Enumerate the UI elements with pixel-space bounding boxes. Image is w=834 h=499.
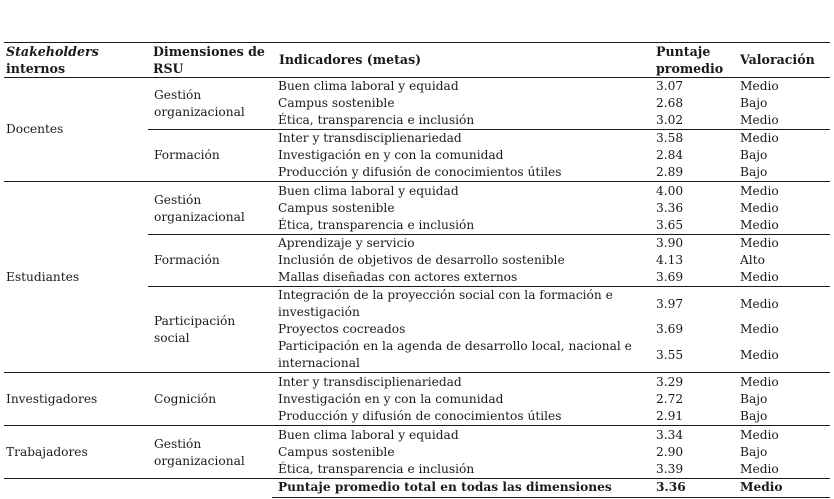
score-cell: 2.72 xyxy=(656,392,684,406)
indicator-cell: Producción y difusión de conocimientos útiles xyxy=(278,165,562,179)
dimension-divider xyxy=(148,129,830,130)
rating-cell: Medio xyxy=(740,79,779,93)
rating-cell: Medio xyxy=(740,131,779,145)
rating-cell: Bajo xyxy=(740,392,768,406)
rating-cell: Medio xyxy=(740,113,779,127)
rating-cell: Alto xyxy=(740,253,765,267)
score-cell: 3.34 xyxy=(656,428,684,442)
indicator-cell: Inter y transdisciplienariedad xyxy=(278,375,462,389)
score-cell: 2.91 xyxy=(656,409,684,423)
indicator-cell: Integración de la proyección social con la formación e investigación xyxy=(278,288,613,319)
score-cell: 4.00 xyxy=(656,184,684,198)
dimension-cell: Cognición xyxy=(154,392,217,406)
rating-cell: Medio xyxy=(740,236,779,250)
score-cell: 3.36 xyxy=(656,201,684,215)
rating-cell: Medio xyxy=(740,218,779,232)
indicator-cell: Buen clima laboral y equidad xyxy=(278,428,459,442)
indicator-cell: Ética, transparencia e inclusión xyxy=(278,462,475,476)
rating-cell: Bajo xyxy=(740,445,768,459)
rating-cell: Bajo xyxy=(740,96,768,110)
header-stakeholders xyxy=(6,43,99,77)
group-divider xyxy=(4,181,830,182)
indicator-cell: Buen clima laboral y equidad xyxy=(278,79,459,93)
header-puntaje: Puntaje promedio xyxy=(656,44,724,76)
indicator-cell: Investigación en y con la comunidad xyxy=(278,148,504,162)
score-cell: 4.13 xyxy=(656,253,684,267)
score-cell: 3.90 xyxy=(656,236,684,250)
indicator-cell: Ética, transparencia e inclusión xyxy=(278,218,475,232)
header-stakeholders-italic: Stakeholders xyxy=(6,44,99,59)
indicator-cell: Aprendizaje y servicio xyxy=(278,236,415,250)
score-cell: 2.90 xyxy=(656,445,684,459)
header-valoracion: Valoración xyxy=(740,52,815,67)
indicator-cell: Campus sostenible xyxy=(278,96,395,110)
table-bottom-rule xyxy=(272,497,830,498)
dimension-cell: Gestión organizacional xyxy=(154,436,245,468)
score-cell: 3.58 xyxy=(656,131,684,145)
indicator-cell: Inter y transdisciplienariedad xyxy=(278,131,462,145)
dimension-cell: Gestión organizacional xyxy=(154,192,245,224)
score-cell: 3.65 xyxy=(656,218,684,232)
rating-cell: Medio xyxy=(740,322,779,336)
rating-cell: Medio xyxy=(740,462,779,476)
score-cell: 3.07 xyxy=(656,79,684,93)
indicator-cell: Investigación en y con la comunidad xyxy=(278,392,504,406)
score-cell: 3.69 xyxy=(656,270,684,284)
total-label: Puntaje promedio total en todas las dimensiones xyxy=(278,480,612,494)
score-cell: 3.39 xyxy=(656,462,684,476)
indicator-cell: Participación en la agenda de desarrollo local, nacional e internacional xyxy=(278,339,632,370)
stakeholder-cell: Estudiantes xyxy=(6,270,80,284)
rating-cell: Bajo xyxy=(740,165,768,179)
header-indicadores: Indicadores (metas) xyxy=(279,52,422,67)
score-cell: 3.29 xyxy=(656,375,684,389)
rating-cell: Bajo xyxy=(740,148,768,162)
group-divider xyxy=(4,372,830,373)
rating-cell: Medio xyxy=(740,428,779,442)
indicator-cell: Inclusión de objetivos de desarrollo sostenible xyxy=(278,253,565,267)
indicator-cell: Producción y difusión de conocimientos útiles xyxy=(278,409,562,423)
indicator-cell: Mallas diseñadas con actores externos xyxy=(278,270,518,284)
rating-cell: Medio xyxy=(740,296,779,311)
stakeholder-cell: Investigadores xyxy=(6,392,98,406)
score-cell: 3.55 xyxy=(656,347,684,362)
dimension-cell: Formación xyxy=(154,253,220,267)
dimension-divider xyxy=(148,234,830,235)
rating-cell: Medio xyxy=(740,375,779,389)
rating-cell: Medio xyxy=(740,201,779,215)
rating-cell: Medio xyxy=(740,347,779,362)
rating-cell: Medio xyxy=(740,270,779,284)
stakeholder-cell: Trabajadores xyxy=(6,445,88,459)
score-cell: 3.97 xyxy=(656,296,684,311)
dimension-cell: Gestión organizacional xyxy=(154,87,245,119)
group-divider xyxy=(4,425,830,426)
indicator-cell: Campus sostenible xyxy=(278,445,395,459)
indicator-cell: Ética, transparencia e inclusión xyxy=(278,113,475,127)
score-cell: 2.89 xyxy=(656,165,684,179)
score-cell: 3.69 xyxy=(656,322,684,336)
indicator-cell: Buen clima laboral y equidad xyxy=(278,184,459,198)
rating-cell: Medio xyxy=(740,184,779,198)
score-cell: 2.84 xyxy=(656,148,684,162)
dimension-cell: Participación social xyxy=(154,313,236,345)
header-stakeholders-rest: internos xyxy=(6,61,66,76)
score-cell: 2.68 xyxy=(656,96,684,110)
indicator-cell: Proyectos cocreados xyxy=(278,322,406,336)
header-dimensiones: Dimensiones de RSU xyxy=(153,44,265,76)
stakeholder-cell: Docentes xyxy=(6,122,64,136)
score-cell: 3.02 xyxy=(656,113,684,127)
total-rating: Medio xyxy=(740,480,783,494)
total-score: 3.36 xyxy=(656,480,686,494)
dimension-cell: Formación xyxy=(154,148,220,162)
indicator-cell: Campus sostenible xyxy=(278,201,395,215)
rating-cell: Bajo xyxy=(740,409,768,423)
